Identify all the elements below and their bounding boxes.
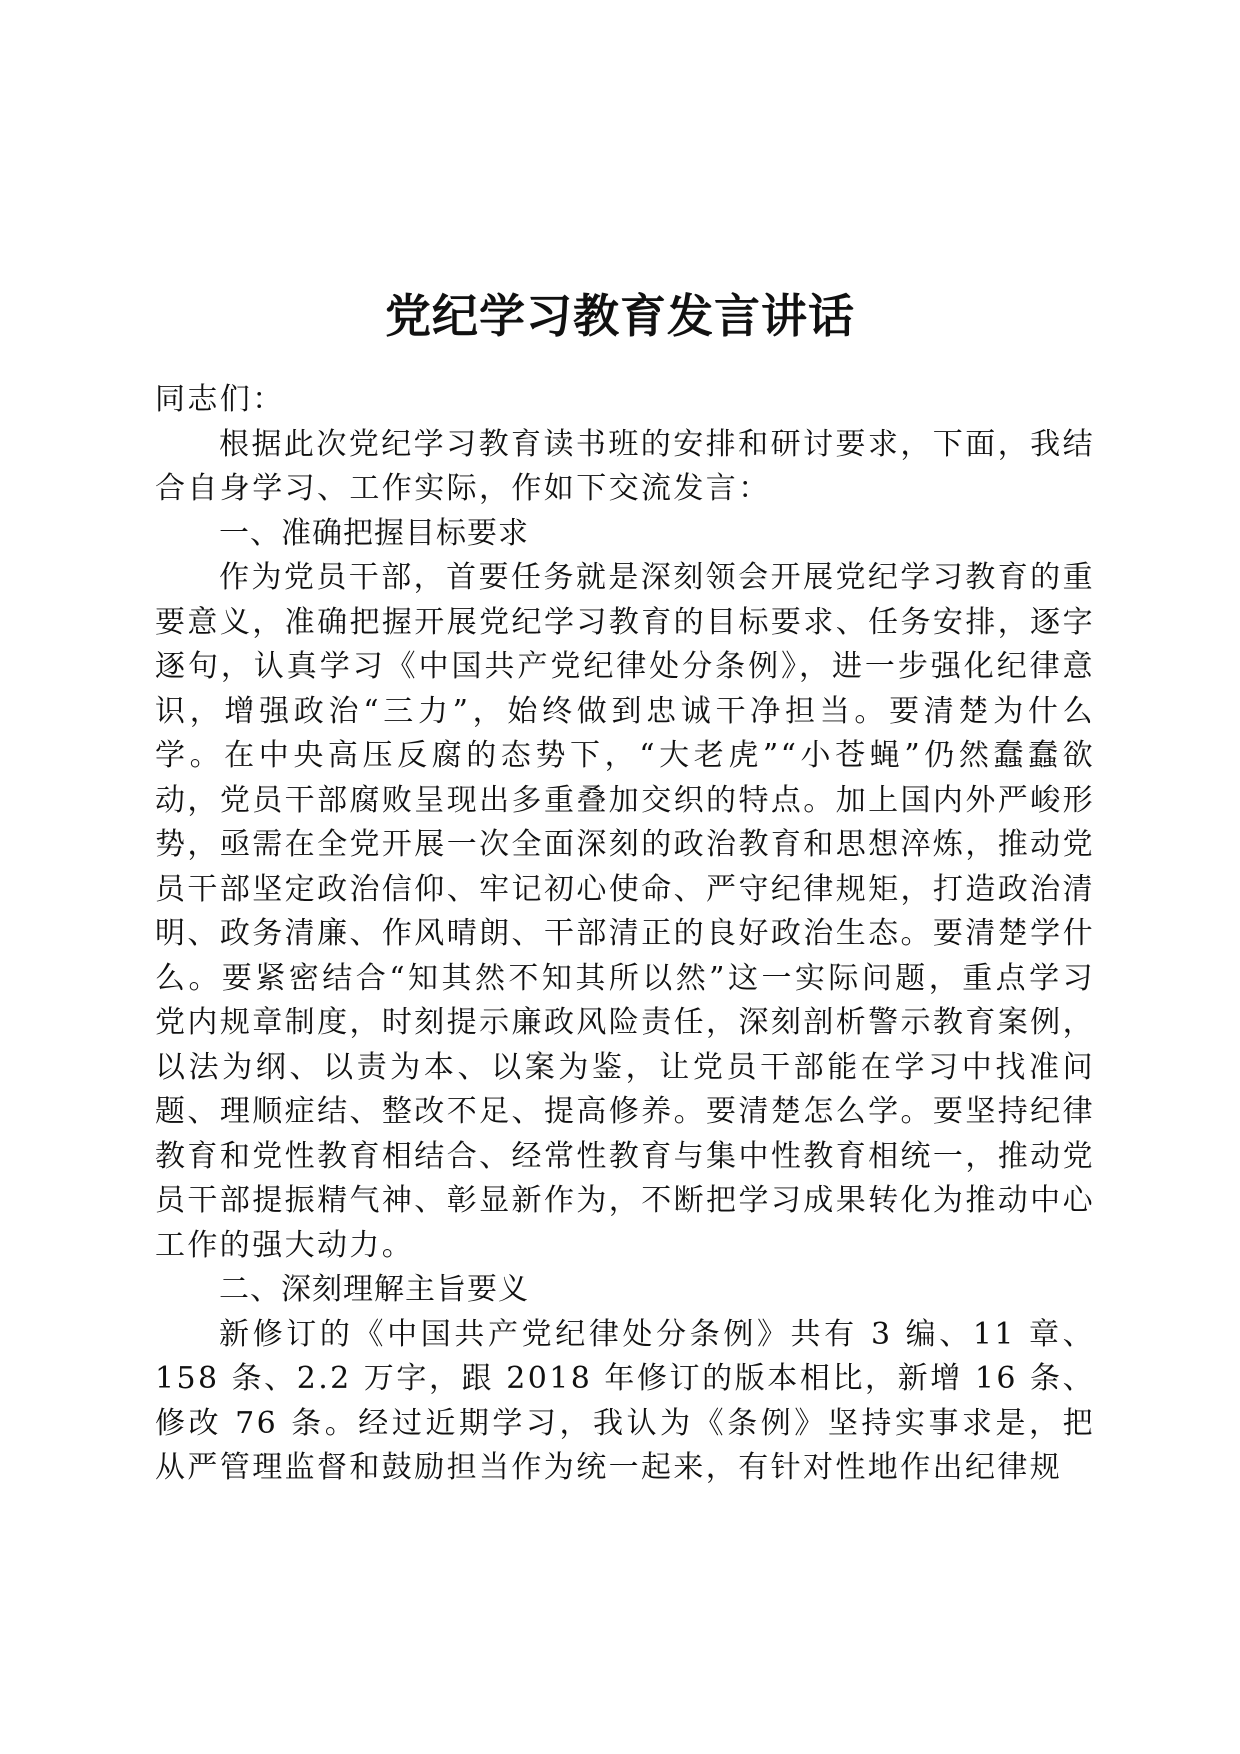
section-paragraph-1: 作为党员干部，首要任务就是深刻领会开展党纪学习教育的重要意义，准确把握开展党纪学习教育的目标要求、任务安排，逐字逐句，认真学习《中国共产党纪律处分条例》，进一步强化纪律意识，增强政治“三力”，始终做到忠诚干净担当。要清楚为什么学。在中央高压反腐的态势下，“大老虎”“小苍蝇”仍然蠢蠢欲动，党员干部腐败呈现出多重叠加交织的特点。加上国内外严峻形势，亟需在全党开展一次全面深刻的政治教育和思想淬炼，推动党员干部坚定政治信仰、牢记初心使命、严守纪律规矩，打造政治清明、政务清廉、作风晴朗、干部清正的良好政治生态。要清楚学什么。要紧密结合“知其然不知其所以然”这一实际问题，重点学习党内规章制度，时刻提示廉政风险责任，深刻剖析警示教育案例，以法为纲、以责为本、以案为鉴，让党员干部能在学习中找准问题、理顺症结、整改不足、提高修养。要清楚怎么学。要坚持纪律教育和党性教育相结合、经常性教育与集中性教育相统一，推动党员干部提振精气神、彰显新作为，不断把学习成果转化为推动中心工作的强大动力。 bbox=[155, 560, 1095, 1263]
section-heading-2: 二、深刻理解主旨要义 bbox=[219, 1272, 529, 1307]
salutation: 同志们： bbox=[155, 382, 285, 417]
section-paragraph-2: 新修订的《中国共产党纪律处分条例》共有 3 编、11 章、158 条、2.2 万字，跟 2018 年修订的版本相比，新增 16 条、修改 76 条。经过近期学习，我认为《条例》坚持实事求是，把从严管理监督和鼓励担当作为统一起来，有针对性地作出纪律规 bbox=[155, 1316, 1095, 1485]
document-body bbox=[155, 378, 1095, 1491]
intro-paragraph: 根据此次党纪学习教育读书班的安排和研讨要求，下面，我结合自身学习、工作实际，作如下交流发言： bbox=[155, 426, 1095, 506]
document-title: 党纪学习教育发言讲话 bbox=[385, 288, 855, 343]
section-heading-1: 一、准确把握目标要求 bbox=[219, 515, 529, 551]
